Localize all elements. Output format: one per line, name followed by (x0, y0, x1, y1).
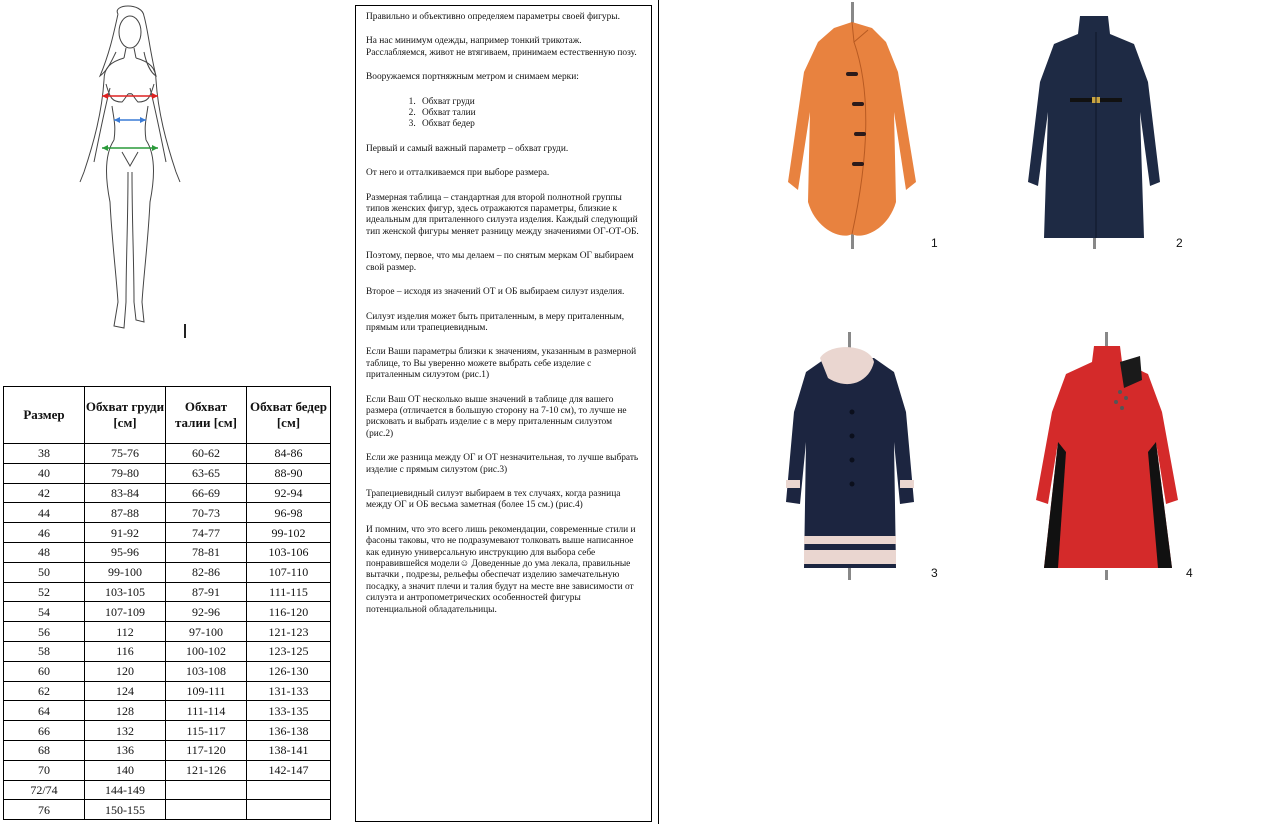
cell-bust: 124 (85, 681, 166, 701)
cell-bust: 120 (85, 661, 166, 681)
list-item: 1. Обхват груди (418, 97, 641, 108)
coat-image-straight (770, 332, 940, 582)
coat-image-fitted (768, 2, 938, 252)
cell-hips: 138-141 (247, 740, 331, 760)
cell-bust: 136 (85, 740, 166, 760)
cell-hips: 123-125 (247, 641, 331, 661)
cell-size: 58 (4, 641, 85, 661)
cell-waist: 74-77 (166, 523, 247, 543)
cell-bust: 116 (85, 641, 166, 661)
cell-waist: 92-96 (166, 602, 247, 622)
cell-size: 44 (4, 503, 85, 523)
cell-waist: 60-62 (166, 444, 247, 464)
cell-size: 48 (4, 542, 85, 562)
instruction-paragraph: Если же разница между ОГ и ОТ незначительная, то лучше выбрать изделие с прямым силуэтом (рис.3) (366, 453, 639, 475)
column-header-hips: Обхват бедер [см] (247, 387, 331, 444)
coat-body (788, 22, 916, 236)
cell-hips: 88-90 (247, 463, 331, 483)
cell-size: 40 (4, 463, 85, 483)
instruction-paragraph: И помним, что это всего лишь рекомендации, современные стили и фасоны таковы, что не подразумевают толковать выше написанное как единую универсальную инструкцию для выбора себе понравившейся модели☺ Доведенные до ума лекала, правильные вытачки , подрезы, рельефы обеспечат изделию замечательную посадку, а значит плечи и талия будут на месте вне зависимости от силуэта и антропометрических особенностей фигуры потенциальной обладательницы. (366, 524, 636, 615)
cell-waist: 78-81 (166, 542, 247, 562)
cell-hips: 131-133 (247, 681, 331, 701)
cell-size: 54 (4, 602, 85, 622)
column-header-waist: Обхват талии [см] (166, 387, 247, 444)
cell-hips (247, 780, 331, 800)
cell-waist: 117-120 (166, 740, 247, 760)
cell-size: 38 (4, 444, 85, 464)
cell-bust: 95-96 (85, 542, 166, 562)
cell-size: 60 (4, 661, 85, 681)
cell-waist: 115-117 (166, 721, 247, 741)
cell-waist: 109-111 (166, 681, 247, 701)
table-row (4, 444, 331, 464)
coat-number: 4 (1186, 566, 1193, 580)
cell-hips: 142-147 (247, 760, 331, 780)
cell-size: 70 (4, 760, 85, 780)
cell-hips: 96-98 (247, 503, 331, 523)
cell-bust: 144-149 (85, 780, 166, 800)
cell-size: 56 (4, 622, 85, 642)
size-table (3, 386, 331, 820)
cell-waist (166, 800, 247, 820)
instruction-paragraph: Если Ваш ОТ несколько выше значений в таблице для вашего размера (отличается в большую сторону на 7-10 см), то лучше не рисковать и выбрать изделие с в меру приталенным силуэтом (рис.2) (366, 394, 627, 439)
instruction-paragraph: Поэтому, первое, что мы делаем – по снятым меркам ОГ выбираем свой размер. (366, 251, 634, 273)
cell-bust: 91-92 (85, 523, 166, 543)
cell-bust: 140 (85, 760, 166, 780)
column-header-size: Размер (4, 387, 85, 444)
list-item: 2. Обхват талии (418, 108, 641, 119)
table-row (4, 562, 331, 582)
cell-waist (166, 780, 247, 800)
cell-hips: 111-115 (247, 582, 331, 602)
cell-waist: 97-100 (166, 622, 247, 642)
cell-hips (247, 800, 331, 820)
cell-size: 50 (4, 562, 85, 582)
cell-bust: 79-80 (85, 463, 166, 483)
table-row (4, 721, 331, 741)
instruction-paragraph: Трапециевидный силуэт выбираем в тех случаях, когда разница между ОГ и ОБ весьма заметная (более 15 см.) (рис.4) (366, 488, 621, 511)
cell-hips: 92-94 (247, 483, 331, 503)
cell-bust: 112 (85, 622, 166, 642)
table-header-row (4, 387, 331, 444)
cell-waist: 121-126 (166, 760, 247, 780)
column-header-bust: Обхват груди [см] (85, 387, 166, 444)
instruction-paragraph: Если Ваши параметры близки к значениям, указанным в размерной таблице, то Вы уверенно можете выбрать себе изделие с приталенным силуэтом (рис.1) (366, 347, 637, 381)
cell-waist: 87-91 (166, 582, 247, 602)
cell-bust: 87-88 (85, 503, 166, 523)
cell-hips: 99-102 (247, 523, 331, 543)
instruction-paragraph: Первый и самый важный параметр – обхват груди. (366, 143, 569, 154)
cell-size: 64 (4, 701, 85, 721)
cell-waist: 111-114 (166, 701, 247, 721)
table-row (4, 622, 331, 642)
cell-bust: 150-155 (85, 800, 166, 820)
coat-body (1028, 16, 1160, 238)
list-item: 3. Обхват бедер (418, 119, 641, 130)
text-cursor (184, 324, 186, 338)
table-row (4, 740, 331, 760)
measurement-list (366, 97, 641, 131)
cell-waist: 82-86 (166, 562, 247, 582)
cell-hips: 84-86 (247, 444, 331, 464)
cell-bust: 132 (85, 721, 166, 741)
cell-size: 66 (4, 721, 85, 741)
cell-waist: 63-65 (166, 463, 247, 483)
cell-hips: 107-110 (247, 562, 331, 582)
table-row (4, 701, 331, 721)
coat-number: 1 (931, 236, 938, 250)
instruction-paragraph: Размерная таблица – стандартная для второй полнотной группы типов женских фигур, здесь отражаются параметры, близкие к идеальным для приталенного силуэта изделия. Каждый следующий тип женской фигуры меняет разницу между значениями ОГ-ОТ-ОБ. (366, 192, 639, 237)
cell-bust: 103-105 (85, 582, 166, 602)
instructions-panel (355, 5, 652, 822)
coat-number: 3 (931, 566, 938, 580)
cell-size: 68 (4, 740, 85, 760)
table-row (4, 661, 331, 681)
cell-waist: 66-69 (166, 483, 247, 503)
instruction-paragraph: Второе – исходя из значений ОТ и ОБ выбираем силуэт изделия. (366, 287, 625, 298)
table-row (4, 800, 331, 820)
coat-image-semi-fitted (1010, 2, 1180, 252)
cell-waist: 100-102 (166, 641, 247, 661)
cell-bust: 107-109 (85, 602, 166, 622)
cell-hips: 136-138 (247, 721, 331, 741)
table-row (4, 780, 331, 800)
instruction-paragraph: Вооружаемся портняжным метром и снимаем мерки: (366, 72, 579, 83)
cell-hips: 121-123 (247, 622, 331, 642)
table-row (4, 760, 331, 780)
cell-hips: 133-135 (247, 701, 331, 721)
cell-waist: 103-108 (166, 661, 247, 681)
cell-hips: 116-120 (247, 602, 331, 622)
table-row (4, 542, 331, 562)
cell-size: 46 (4, 523, 85, 543)
coat-image-trapeze (1022, 332, 1192, 582)
cell-bust: 83-84 (85, 483, 166, 503)
cell-size: 52 (4, 582, 85, 602)
page-divider (658, 0, 659, 824)
cell-size: 72/74 (4, 780, 85, 800)
cell-hips: 103-106 (247, 542, 331, 562)
table-row (4, 582, 331, 602)
cell-size: 62 (4, 681, 85, 701)
table-row (4, 463, 331, 483)
table-row (4, 523, 331, 543)
table-row (4, 602, 331, 622)
coat-number: 2 (1176, 236, 1183, 250)
table-row (4, 483, 331, 503)
table-row (4, 503, 331, 523)
table-row (4, 641, 331, 661)
instruction-paragraph: От него и отталкиваемся при выборе размера. (366, 168, 550, 179)
cell-size: 42 (4, 483, 85, 503)
table-row (4, 681, 331, 701)
instruction-paragraph: Силуэт изделия может быть приталенным, в меру приталенным, прямым или трапециевидным. (366, 311, 625, 333)
cell-size: 76 (4, 800, 85, 820)
cell-bust: 128 (85, 701, 166, 721)
cell-hips: 126-130 (247, 661, 331, 681)
cell-bust: 99-100 (85, 562, 166, 582)
cell-bust: 75-76 (85, 444, 166, 464)
cell-waist: 70-73 (166, 503, 247, 523)
instruction-paragraph: На нас минимум одежды, например тонкий трикотаж. Расслабляемся, живот не втягиваем, принимаем естественную позу. (366, 36, 637, 58)
woman-measurement-sketch-icon (70, 2, 190, 342)
instruction-paragraph: Правильно и объективно определяем параметры своей фигуры. (366, 12, 620, 22)
